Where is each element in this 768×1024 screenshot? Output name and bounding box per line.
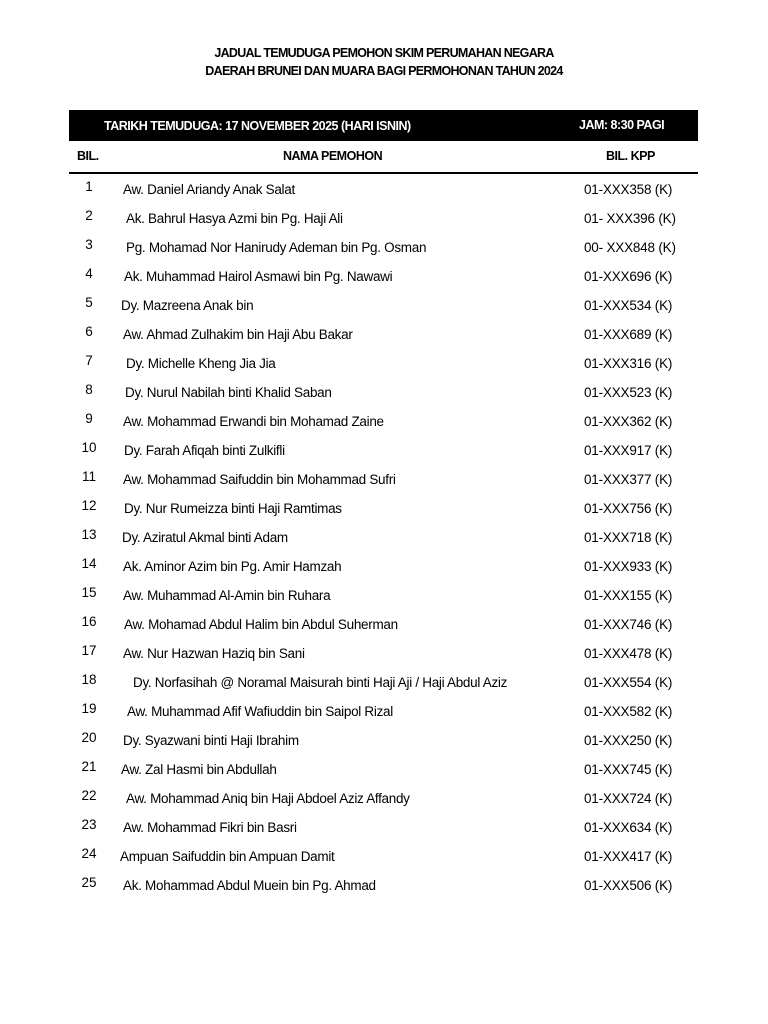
table-row (0, 498, 768, 527)
applicant-name: Dy. Farah Afiqah binti Zulkifli (124, 443, 285, 458)
table-row (0, 295, 768, 324)
header-bil: BIL. (77, 149, 99, 163)
kpp-number: 01-XXX746 (K) (584, 617, 673, 632)
applicant-name: Aw. Zal Hasmi bin Abdullah (121, 762, 277, 777)
title-line-2: DAERAH BRUNEI DAN MUARA BAGI PERMOHONAN TAHUN 2024 (205, 64, 563, 78)
kpp-number: 01-XXX506 (K) (584, 878, 673, 893)
kpp-number: 01- XXX396 (K) (584, 211, 676, 226)
kpp-number: 01-XXX377 (K) (584, 472, 673, 487)
row-number: 25 (81, 875, 97, 890)
kpp-number: 01-XXX917 (K) (584, 443, 673, 458)
kpp-number: 01-XXX523 (K) (584, 385, 673, 400)
applicant-name: Aw. Mohammad Saifuddin bin Mohammad Sufri (123, 472, 396, 487)
kpp-number: 01-XXX554 (K) (584, 675, 673, 690)
table-row (0, 730, 768, 759)
row-number: 22 (81, 788, 97, 803)
kpp-number: 01-XXX634 (K) (584, 820, 673, 835)
row-number: 16 (81, 614, 97, 629)
applicant-name: Dy. Mazreena Anak bin (121, 298, 254, 313)
applicant-name: Aw. Muhammad Al-Amin bin Ruhara (123, 588, 331, 603)
row-number: 23 (81, 817, 97, 832)
row-number: 14 (81, 556, 97, 571)
row-number: 8 (85, 382, 93, 397)
kpp-number: 01-XXX724 (K) (584, 791, 673, 806)
row-number: 10 (81, 440, 97, 455)
row-number: 1 (85, 179, 93, 194)
kpp-number: 01-XXX718 (K) (584, 530, 673, 545)
applicant-name: Aw. Ahmad Zulhakim bin Haji Abu Bakar (123, 327, 353, 342)
kpp-number: 01-XXX689 (K) (584, 327, 673, 342)
row-number: 2 (85, 208, 93, 223)
row-number: 3 (85, 237, 93, 252)
row-number: 17 (81, 643, 97, 658)
header-kpp: BIL. KPP (606, 149, 655, 163)
table-row (0, 411, 768, 440)
kpp-number: 01-XXX417 (K) (584, 849, 673, 864)
applicant-name: Ak. Muhammad Hairol Asmawi bin Pg. Nawawi (124, 269, 393, 284)
table-row (0, 875, 768, 904)
applicant-name: Dy. Syazwani binti Haji Ibrahim (123, 733, 299, 748)
table-row (0, 353, 768, 382)
applicant-name: Aw. Muhammad Afif Wafiuddin bin Saipol Rizal (127, 704, 393, 719)
kpp-number: 01-XXX582 (K) (584, 704, 673, 719)
kpp-number: 01-XXX756 (K) (584, 501, 673, 516)
row-number: 18 (81, 672, 97, 687)
row-number: 5 (85, 295, 93, 310)
applicant-name: Ak. Bahrul Hasya Azmi bin Pg. Haji Ali (126, 211, 343, 226)
kpp-number: 01-XXX696 (K) (584, 269, 673, 284)
row-number: 11 (81, 469, 96, 484)
applicant-name: Dy. Nurul Nabilah binti Khalid Saban (125, 385, 332, 400)
table-row (0, 585, 768, 614)
kpp-number: 01-XXX316 (K) (584, 356, 673, 371)
table-row (0, 788, 768, 817)
title-line-1: JADUAL TEMUDUGA PEMOHON SKIM PERUMAHAN NEGARA (214, 46, 554, 60)
kpp-number: 00- XXX848 (K) (584, 240, 676, 255)
table-row (0, 382, 768, 411)
table-row (0, 846, 768, 875)
applicant-name: Dy. Norfasihah @ Noramal Maisurah binti Haji Aji / Haji Abdul Aziz (133, 675, 508, 690)
row-number: 13 (81, 527, 97, 542)
row-number: 20 (81, 730, 97, 745)
kpp-number: 01-XXX250 (K) (584, 733, 673, 748)
applicant-name: Dy. Michelle Kheng Jia Jia (126, 356, 276, 371)
row-number: 4 (85, 266, 93, 281)
applicant-name: Ak. Aminor Azim bin Pg. Amir Hamzah (123, 559, 342, 574)
kpp-number: 01-XXX745 (K) (584, 762, 673, 777)
interview-time: JAM: 8:30 PAGI (579, 118, 665, 132)
kpp-number: 01-XXX478 (K) (584, 646, 673, 661)
applicant-name: Aw. Daniel Ariandy Anak Salat (123, 182, 295, 197)
interview-date-bar (69, 110, 698, 141)
table-row (0, 643, 768, 672)
row-number: 15 (81, 585, 97, 600)
table-row (0, 672, 768, 701)
interview-date: TARIKH TEMUDUGA: 17 NOVEMBER 2025 (HARI ISNIN) (104, 119, 411, 133)
table-row (0, 324, 768, 353)
table-row (0, 817, 768, 846)
table-row (0, 759, 768, 788)
applicant-name: Aw. Mohamad Abdul Halim bin Abdul Suherman (124, 617, 398, 632)
table-row (0, 556, 768, 585)
kpp-number: 01-XXX933 (K) (584, 559, 673, 574)
applicant-name: Pg. Mohamad Nor Hanirudy Ademan bin Pg. Osman (126, 240, 427, 255)
applicant-name: Aw. Nur Hazwan Haziq bin Sani (123, 646, 305, 661)
table-row (0, 179, 768, 208)
applicant-name: Ak. Mohammad Abdul Muein bin Pg. Ahmad (123, 878, 376, 893)
table-row (0, 701, 768, 730)
applicant-name: Aw. Mohammad Aniq bin Haji Abdoel Aziz Affandy (126, 791, 410, 806)
row-number: 9 (85, 411, 93, 426)
row-number: 21 (81, 759, 97, 774)
header-name: NAMA PEMOHON (283, 149, 383, 163)
row-number: 6 (85, 324, 93, 339)
applicant-name: Aw. Mohammad Fikri bin Basri (123, 820, 297, 835)
table-row (0, 208, 768, 237)
kpp-number: 01-XXX358 (K) (584, 182, 673, 197)
kpp-number: 01-XXX155 (K) (584, 588, 673, 603)
document-title (0, 44, 768, 80)
row-number: 7 (85, 353, 93, 368)
table-row (0, 266, 768, 295)
row-number: 12 (81, 498, 97, 513)
table-row (0, 469, 768, 498)
table-header (69, 141, 698, 174)
table-row (0, 527, 768, 556)
applicant-name: Dy. Nur Rumeizza binti Haji Ramtimas (124, 501, 342, 516)
applicant-name: Dy. Aziratul Akmal binti Adam (122, 530, 288, 545)
kpp-number: 01-XXX362 (K) (584, 414, 673, 429)
row-number: 24 (81, 846, 97, 861)
applicant-name: Aw. Mohammad Erwandi bin Mohamad Zaine (123, 414, 384, 429)
table-row (0, 440, 768, 469)
row-number: 19 (81, 701, 97, 716)
applicant-name: Ampuan Saifuddin bin Ampuan Damit (120, 849, 335, 864)
table-row (0, 614, 768, 643)
table-row (0, 237, 768, 266)
kpp-number: 01-XXX534 (K) (584, 298, 673, 313)
